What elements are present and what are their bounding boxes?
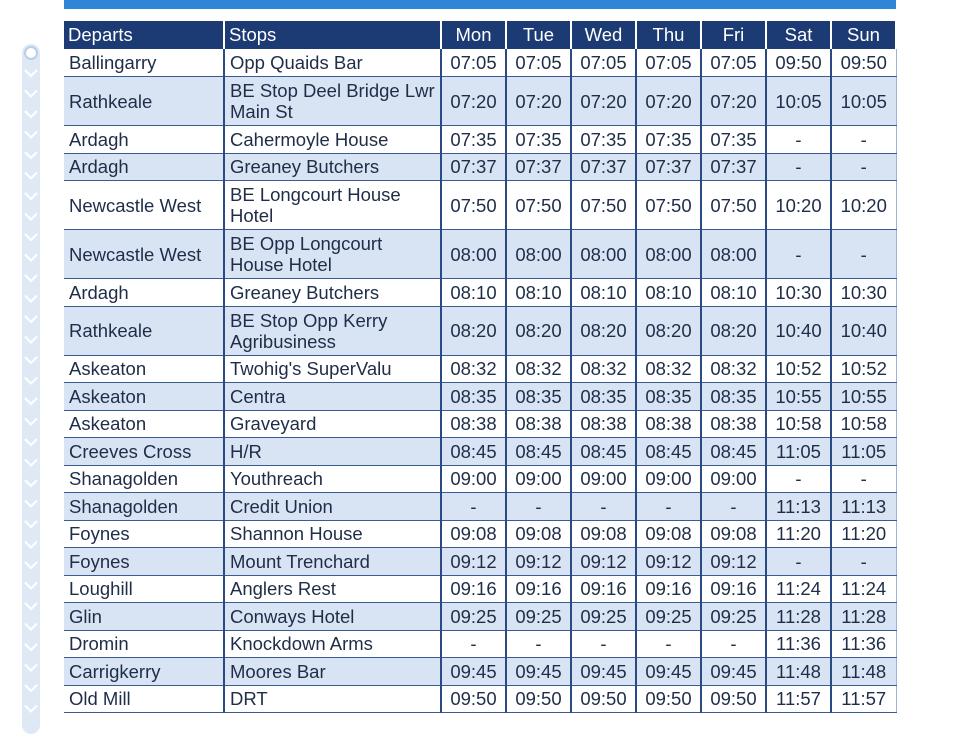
time-cell: 08:00 <box>636 230 701 279</box>
time-cell: 07:35 <box>636 126 701 154</box>
time-cell: 09:45 <box>441 658 506 686</box>
time-cell: 08:32 <box>636 355 701 383</box>
stop-cell: Youthreach <box>224 465 441 493</box>
time-cell: 10:58 <box>831 410 896 438</box>
time-cell: 09:45 <box>571 658 636 686</box>
stop-cell: BE Opp Longcourt House Hotel <box>224 230 441 279</box>
depart-cell: Ballingarry <box>64 49 224 77</box>
time-cell: 07:50 <box>571 181 636 230</box>
time-cell: - <box>831 230 896 279</box>
depart-cell: Askeaton <box>64 383 224 411</box>
time-cell: 08:00 <box>441 230 506 279</box>
time-cell: 08:00 <box>571 230 636 279</box>
stop-cell: H/R <box>224 438 441 466</box>
time-cell: 10:40 <box>766 306 831 355</box>
depart-cell: Shanagolden <box>64 465 224 493</box>
stop-cell: Mount Trenchard <box>224 548 441 576</box>
time-cell: 07:05 <box>441 49 506 77</box>
time-cell: 07:37 <box>571 153 636 181</box>
time-cell: - <box>831 153 896 181</box>
time-cell: 09:16 <box>506 575 571 603</box>
header-row <box>64 21 896 49</box>
time-cell: - <box>441 493 506 521</box>
table-row <box>64 279 896 307</box>
time-cell: 07:35 <box>701 126 766 154</box>
time-cell: 08:38 <box>506 410 571 438</box>
timetable-body <box>64 49 896 713</box>
time-cell: - <box>636 630 701 658</box>
time-cell: 11:20 <box>766 520 831 548</box>
time-cell: 10:30 <box>831 279 896 307</box>
depart-cell: Rathkeale <box>64 306 224 355</box>
time-cell: 07:05 <box>571 49 636 77</box>
time-cell: 09:00 <box>571 465 636 493</box>
day-header-sat: Sat <box>766 21 831 49</box>
time-cell: - <box>766 230 831 279</box>
time-cell: - <box>636 493 701 521</box>
table-row <box>64 548 896 576</box>
time-cell: 08:38 <box>571 410 636 438</box>
stop-cell: Credit Union <box>224 493 441 521</box>
time-cell: 11:20 <box>831 520 896 548</box>
table-row <box>64 306 896 355</box>
time-cell: 08:20 <box>506 306 571 355</box>
table-row <box>64 49 896 77</box>
time-cell: 08:45 <box>636 438 701 466</box>
table-row <box>64 181 896 230</box>
time-cell: 11:28 <box>766 603 831 631</box>
time-cell: 08:10 <box>636 279 701 307</box>
time-cell: 08:20 <box>441 306 506 355</box>
time-cell: 09:12 <box>441 548 506 576</box>
time-cell: 11:24 <box>831 575 896 603</box>
time-cell: - <box>831 465 896 493</box>
top-banner-strip <box>64 0 896 9</box>
time-cell: 09:25 <box>701 603 766 631</box>
time-cell: 07:50 <box>506 181 571 230</box>
time-cell: 07:05 <box>636 49 701 77</box>
time-cell: 09:00 <box>506 465 571 493</box>
table-row <box>64 410 896 438</box>
spine-ring-icon <box>24 46 38 60</box>
depart-cell: Rathkeale <box>64 77 224 126</box>
stop-cell: Moores Bar <box>224 658 441 686</box>
time-cell: 09:12 <box>701 548 766 576</box>
time-cell: 08:00 <box>701 230 766 279</box>
time-cell: 07:05 <box>506 49 571 77</box>
time-cell: - <box>506 493 571 521</box>
time-cell: 10:05 <box>766 77 831 126</box>
time-cell: 07:20 <box>441 77 506 126</box>
stop-cell: BE Stop Opp Kerry Agribusiness <box>224 306 441 355</box>
time-cell: 07:20 <box>506 77 571 126</box>
time-cell: 08:20 <box>571 306 636 355</box>
time-cell: - <box>571 493 636 521</box>
depart-cell: Dromin <box>64 630 224 658</box>
time-cell: 11:48 <box>831 658 896 686</box>
time-cell: - <box>831 126 896 154</box>
table-row <box>64 658 896 686</box>
time-cell: 11:28 <box>831 603 896 631</box>
day-header-fri: Fri <box>701 21 766 49</box>
table-row <box>64 126 896 154</box>
stop-cell: BE Longcourt House Hotel <box>224 181 441 230</box>
time-cell: 10:55 <box>831 383 896 411</box>
time-cell: 09:08 <box>701 520 766 548</box>
time-cell: 09:08 <box>441 520 506 548</box>
time-cell: 11:24 <box>766 575 831 603</box>
table-row <box>64 355 896 383</box>
time-cell: - <box>441 630 506 658</box>
depart-cell: Creeves Cross <box>64 438 224 466</box>
time-cell: - <box>766 153 831 181</box>
time-cell: 09:08 <box>636 520 701 548</box>
time-cell: 11:36 <box>766 630 831 658</box>
time-cell: 09:50 <box>506 685 571 713</box>
depart-cell: Newcastle West <box>64 230 224 279</box>
table-row <box>64 493 896 521</box>
day-header-sun: Sun <box>831 21 896 49</box>
time-cell: 09:25 <box>636 603 701 631</box>
time-cell: 08:35 <box>636 383 701 411</box>
time-cell: 09:12 <box>506 548 571 576</box>
time-cell: 09:25 <box>441 603 506 631</box>
time-cell: 10:58 <box>766 410 831 438</box>
depart-cell: Loughill <box>64 575 224 603</box>
depart-cell: Old Mill <box>64 685 224 713</box>
time-cell: 08:35 <box>701 383 766 411</box>
stop-cell: Conways Hotel <box>224 603 441 631</box>
time-cell: 09:00 <box>636 465 701 493</box>
stop-cell: Cahermoyle House <box>224 126 441 154</box>
day-header-tue: Tue <box>506 21 571 49</box>
time-cell: 11:13 <box>831 493 896 521</box>
stop-cell: Knockdown Arms <box>224 630 441 658</box>
time-cell: 09:25 <box>506 603 571 631</box>
depart-cell: Ardagh <box>64 126 224 154</box>
day-header-mon: Mon <box>441 21 506 49</box>
time-cell: 10:05 <box>831 77 896 126</box>
time-cell: 09:08 <box>571 520 636 548</box>
departs-header: Departs <box>64 21 224 49</box>
time-cell: 08:20 <box>701 306 766 355</box>
table-row <box>64 77 896 126</box>
stop-cell: BE Stop Deel Bridge Lwr Main St <box>224 77 441 126</box>
depart-cell: Askeaton <box>64 410 224 438</box>
table-row <box>64 465 896 493</box>
stop-cell: Greaney Butchers <box>224 279 441 307</box>
day-header-wed: Wed <box>571 21 636 49</box>
time-cell: 07:05 <box>701 49 766 77</box>
table-row <box>64 383 896 411</box>
time-cell: 07:20 <box>571 77 636 126</box>
time-cell: 11:05 <box>766 438 831 466</box>
time-cell: 08:32 <box>701 355 766 383</box>
time-cell: - <box>506 630 571 658</box>
time-cell: 08:32 <box>571 355 636 383</box>
bus-timetable <box>64 21 897 713</box>
time-cell: 07:37 <box>636 153 701 181</box>
time-cell: 08:45 <box>506 438 571 466</box>
time-cell: 07:20 <box>701 77 766 126</box>
spine-chevron-decoration <box>22 60 40 720</box>
time-cell: 11:48 <box>766 658 831 686</box>
day-header-thu: Thu <box>636 21 701 49</box>
time-cell: 09:16 <box>441 575 506 603</box>
time-cell: 09:16 <box>571 575 636 603</box>
time-cell: 09:16 <box>636 575 701 603</box>
stop-cell: Opp Quaids Bar <box>224 49 441 77</box>
depart-cell: Newcastle West <box>64 181 224 230</box>
time-cell: 08:10 <box>506 279 571 307</box>
depart-cell: Glin <box>64 603 224 631</box>
time-cell: 08:38 <box>701 410 766 438</box>
time-cell: 09:50 <box>766 49 831 77</box>
time-cell: 09:25 <box>571 603 636 631</box>
time-cell: 09:16 <box>701 575 766 603</box>
time-cell: - <box>766 126 831 154</box>
time-cell: 07:35 <box>506 126 571 154</box>
time-cell: 09:50 <box>831 49 896 77</box>
time-cell: 07:35 <box>441 126 506 154</box>
time-cell: 08:32 <box>441 355 506 383</box>
time-cell: 07:50 <box>636 181 701 230</box>
depart-cell: Carrigkerry <box>64 658 224 686</box>
time-cell: - <box>766 465 831 493</box>
time-cell: 09:45 <box>701 658 766 686</box>
time-cell: 08:35 <box>506 383 571 411</box>
time-cell: 11:13 <box>766 493 831 521</box>
time-cell: 09:50 <box>571 685 636 713</box>
time-cell: 08:20 <box>636 306 701 355</box>
time-cell: - <box>701 630 766 658</box>
time-cell: 07:37 <box>701 153 766 181</box>
time-cell: 08:38 <box>636 410 701 438</box>
time-cell: 08:10 <box>441 279 506 307</box>
time-cell: 09:45 <box>506 658 571 686</box>
time-cell: 07:35 <box>571 126 636 154</box>
time-cell: 09:08 <box>506 520 571 548</box>
time-cell: 08:38 <box>441 410 506 438</box>
table-row <box>64 520 896 548</box>
time-cell: 08:45 <box>701 438 766 466</box>
depart-cell: Foynes <box>64 520 224 548</box>
time-cell: 11:05 <box>831 438 896 466</box>
depart-cell: Askeaton <box>64 355 224 383</box>
time-cell: 11:57 <box>831 685 896 713</box>
stop-cell: Graveyard <box>224 410 441 438</box>
time-cell: 07:20 <box>636 77 701 126</box>
time-cell: - <box>701 493 766 521</box>
table-row <box>64 685 896 713</box>
stop-cell: Anglers Rest <box>224 575 441 603</box>
table-row <box>64 630 896 658</box>
time-cell: 11:36 <box>831 630 896 658</box>
time-cell: 09:50 <box>441 685 506 713</box>
time-cell: 10:40 <box>831 306 896 355</box>
time-cell: 11:57 <box>766 685 831 713</box>
table-row <box>64 438 896 466</box>
stop-cell: Twohig's SuperValu <box>224 355 441 383</box>
stop-cell: DRT <box>224 685 441 713</box>
time-cell: - <box>831 548 896 576</box>
time-cell: 08:10 <box>701 279 766 307</box>
time-cell: 10:52 <box>831 355 896 383</box>
time-cell: 07:37 <box>506 153 571 181</box>
time-cell: 10:30 <box>766 279 831 307</box>
time-cell: 09:45 <box>636 658 701 686</box>
table-row <box>64 575 896 603</box>
time-cell: 09:12 <box>636 548 701 576</box>
time-cell: 07:50 <box>701 181 766 230</box>
table-row <box>64 230 896 279</box>
depart-cell: Ardagh <box>64 279 224 307</box>
time-cell: 09:00 <box>701 465 766 493</box>
time-cell: 09:12 <box>571 548 636 576</box>
stops-header: Stops <box>224 21 441 49</box>
time-cell: 10:55 <box>766 383 831 411</box>
time-cell: - <box>571 630 636 658</box>
time-cell: 08:32 <box>506 355 571 383</box>
time-cell: 09:50 <box>636 685 701 713</box>
stop-cell: Shannon House <box>224 520 441 548</box>
time-cell: 08:10 <box>571 279 636 307</box>
time-cell: 07:50 <box>441 181 506 230</box>
time-cell: 08:45 <box>441 438 506 466</box>
time-cell: 08:45 <box>571 438 636 466</box>
table-row <box>64 153 896 181</box>
time-cell: 08:35 <box>441 383 506 411</box>
time-cell: 10:20 <box>831 181 896 230</box>
time-cell: 10:20 <box>766 181 831 230</box>
stop-cell: Centra <box>224 383 441 411</box>
time-cell: 09:50 <box>701 685 766 713</box>
time-cell: 08:00 <box>506 230 571 279</box>
depart-cell: Shanagolden <box>64 493 224 521</box>
time-cell: 09:00 <box>441 465 506 493</box>
time-cell: 08:35 <box>571 383 636 411</box>
stop-cell: Greaney Butchers <box>224 153 441 181</box>
depart-cell: Foynes <box>64 548 224 576</box>
time-cell: 10:52 <box>766 355 831 383</box>
depart-cell: Ardagh <box>64 153 224 181</box>
time-cell: - <box>766 548 831 576</box>
table-row <box>64 603 896 631</box>
time-cell: 07:37 <box>441 153 506 181</box>
